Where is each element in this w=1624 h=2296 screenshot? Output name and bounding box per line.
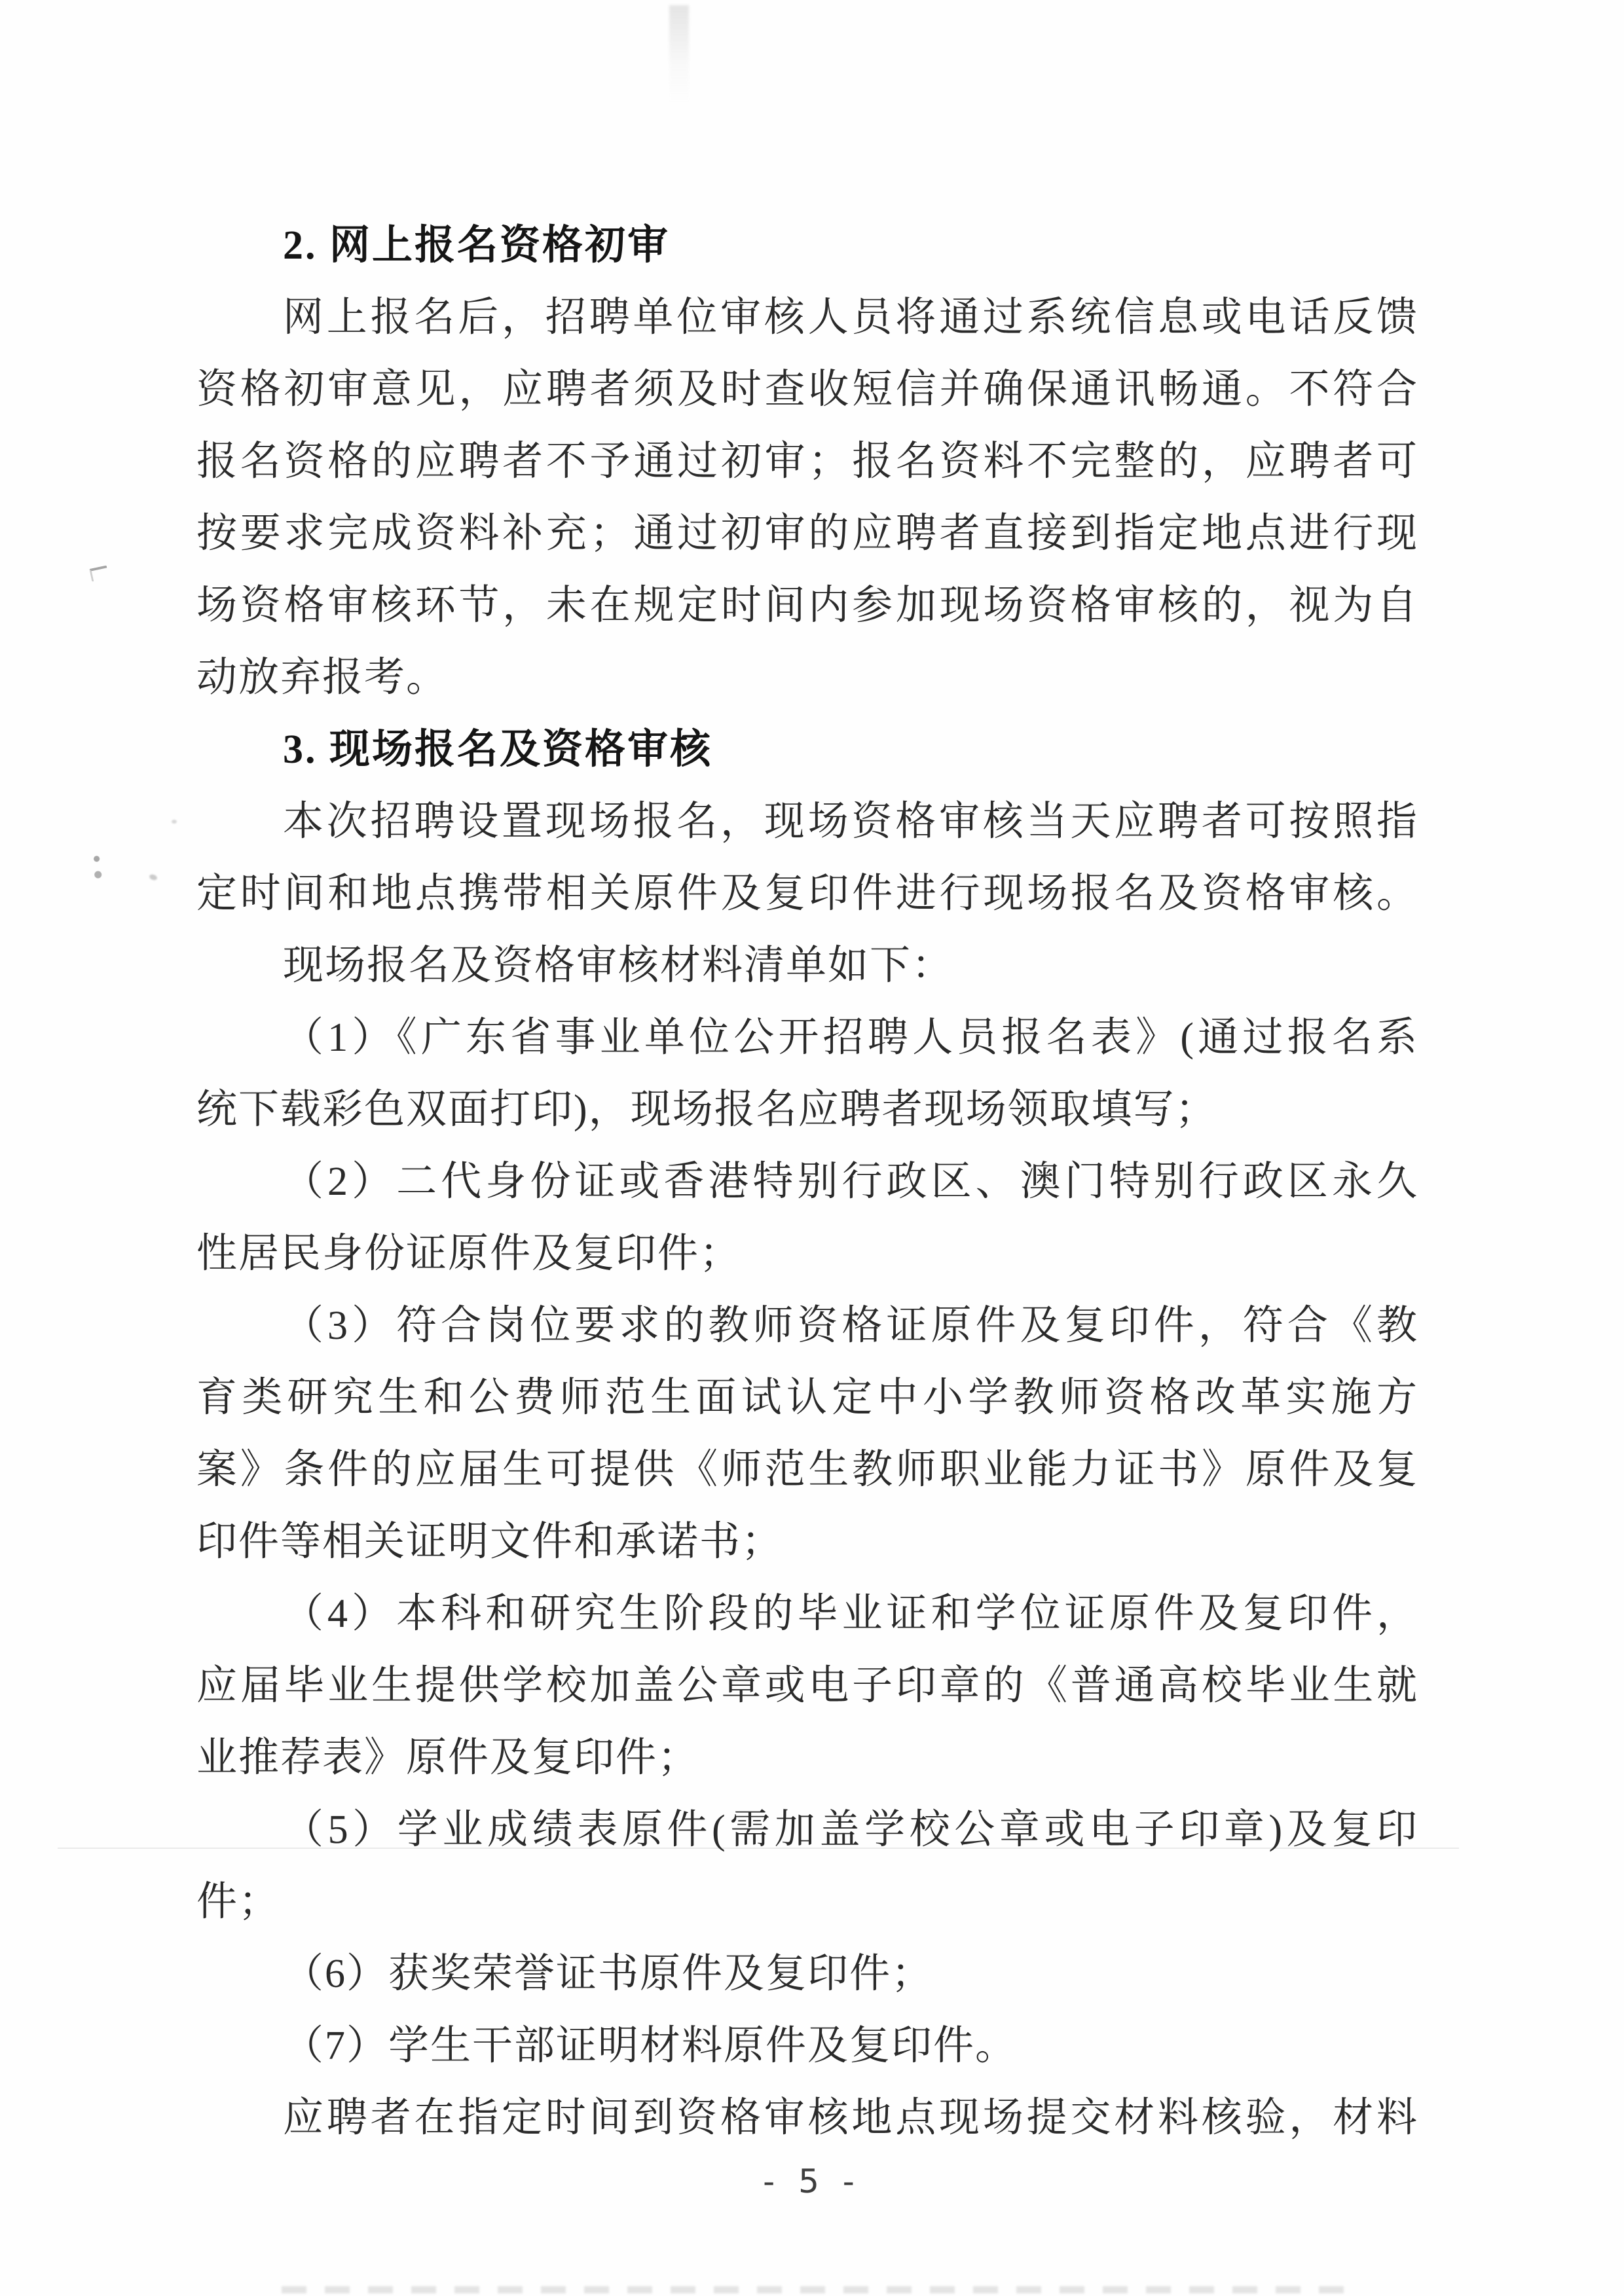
text-line: 动放弃报考。 [196,655,449,700]
text-line: 资格初审意见，应聘者须及时查收短信并确保通讯畅通。不符合 [196,367,1418,412]
scan-speck [89,565,109,581]
text-line: 场资格审核环节，未在规定时间内参加现场资格审核的，视为自 [196,583,1418,628]
scan-bleedthrough-strip [282,2286,1356,2293]
text-line: （7）学生干部证明材料原件及复印件。 [283,2024,1018,2068]
text-line: （5）学业成绩表原件(需加盖学校公章或电子印章)及复印 [283,1808,1418,1852]
text-line: 本次招聘设置现场报名，现场资格审核当天应聘者可按照指 [283,799,1418,844]
text-line: 应聘者在指定时间到资格审核地点现场提交材料核验，材料 [283,2096,1418,2140]
scan-speck [172,820,177,824]
text-line: （4）本科和研究生阶段的毕业证和学位证原件及复印件， [283,1592,1418,1636]
section-heading-3: 3. 现场报名及资格审核 [283,727,713,772]
text-line: 应届毕业生提供学校加盖公章或电子印章的《普通高校毕业生就 [196,1664,1418,1708]
text-line: 性居民身份证原件及复印件； [196,1231,742,1276]
text-line: 印件等相关证明文件和承诺书； [196,1520,784,1564]
text-line: 定时间和地点携带相关原件及复印件进行现场报名及资格审核。 [196,871,1418,916]
text-line: 报名资格的应聘者不予通过初审；报名资料不完整的，应聘者可 [196,439,1418,484]
section-heading-2: 2. 网上报名资格初审 [283,223,671,268]
scan-speck [149,873,158,881]
text-line: （6）获奖荣誉证书原件及复印件； [283,1952,934,1996]
text-line: 案》条件的应届生可提供《师范生教师职业能力证书》原件及复 [196,1448,1418,1492]
text-line: 件； [196,1880,281,1924]
text-line: 统下载彩色双面打印)，现场报名应聘者现场领取填写； [196,1087,1217,1132]
scan-smudge [669,5,689,103]
text-line: 业推荐表》原件及复印件； [196,1736,700,1780]
text-line: （3）符合岗位要求的教师资格证原件及复印件，符合《教 [283,1303,1418,1348]
text-block [196,210,1418,2154]
scan-speck [93,853,102,882]
text-line: （1）《广东省事业单位公开招聘人员报名表》(通过报名系 [283,1015,1418,1060]
text-line: 现场报名及资格审核材料清单如下： [283,943,954,988]
text-line: 按要求完成资料补充；通过初审的应聘者直接到指定地点进行现 [196,511,1418,556]
text-line: （2）二代身份证或香港特别行政区、澳门特别行政区永久 [283,1159,1418,1204]
text-line: 网上报名后，招聘单位审核人员将通过系统信息或电话反馈 [283,295,1418,340]
page-number: - 5 - [763,2162,861,2200]
text-line: 育类研究生和公费师范生面试认定中小学教师资格改革实施方 [196,1376,1418,1420]
